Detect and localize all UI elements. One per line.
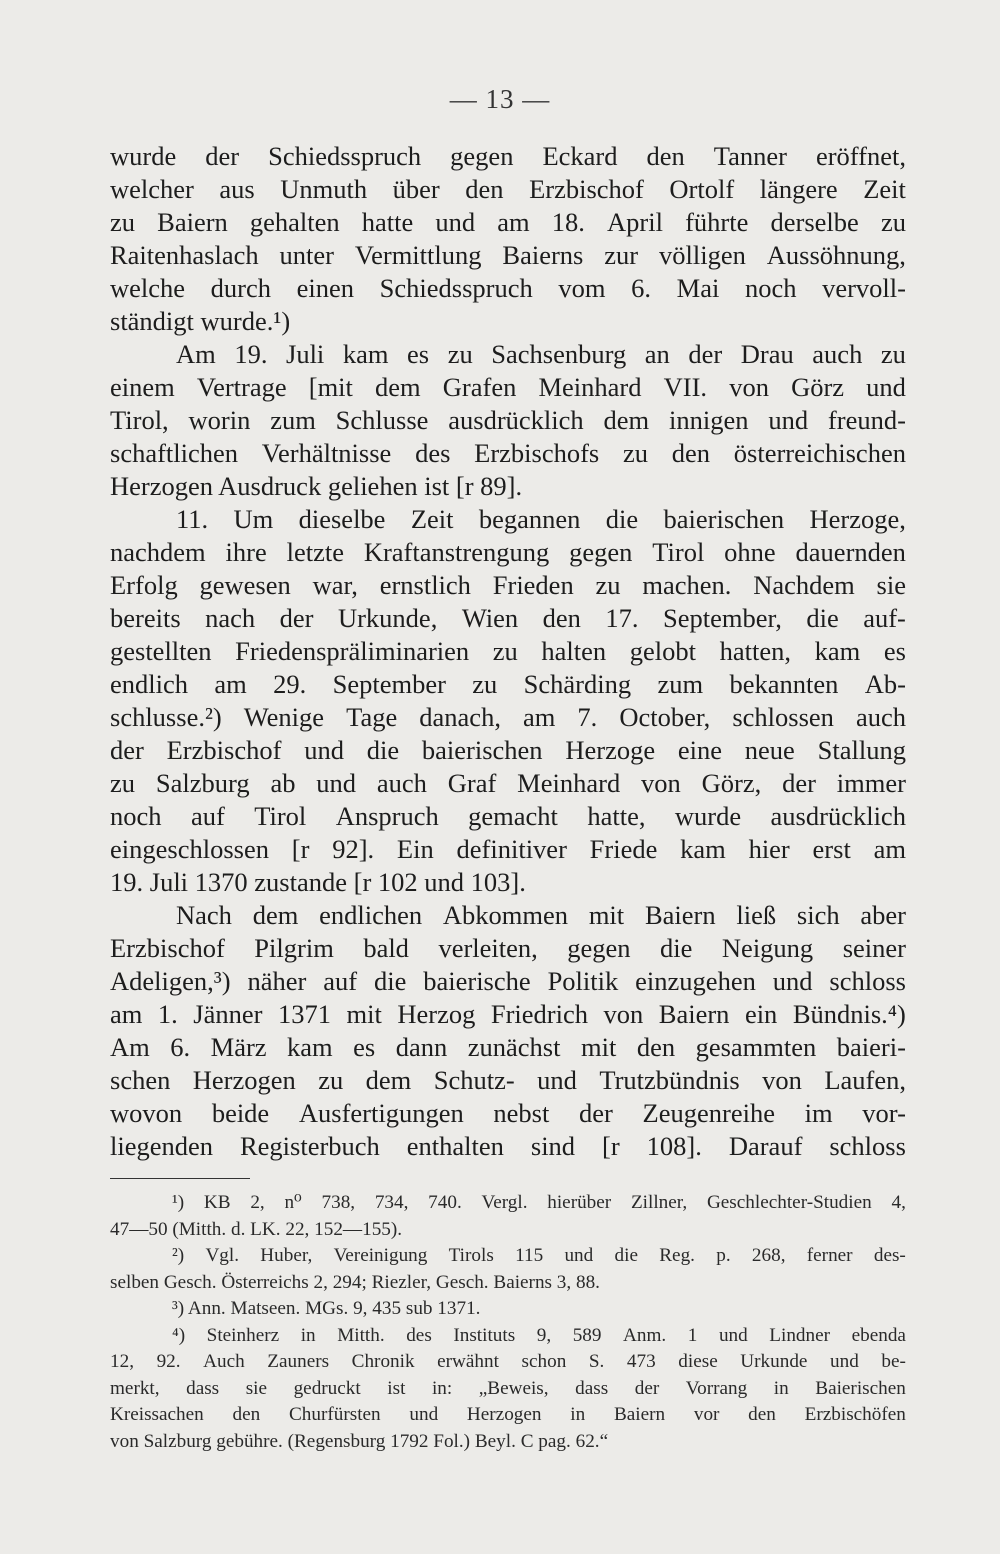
text-line: Raitenhaslach unter Vermittlung Baierns zur völligen Aussöhnung, — [110, 240, 906, 270]
text-line: Erzbischof Pilgrim bald verleiten, gegen die Neigung seiner — [110, 933, 906, 963]
footnote-line: von Salzburg gebühre. (Regensburg 1792 Fol.) Beyl. C pag. 62.“ — [110, 1430, 609, 1452]
text-line: eingeschlossen [r 92]. Ein definitiver Friede kam hier erst am — [110, 834, 906, 864]
text-line: schlusse.²) Wenige Tage danach, am 7. October, schlossen auch — [110, 702, 906, 732]
text-line: Am 6. März kam es dann zunächst mit den gesammten baieri- — [110, 1032, 906, 1062]
text-line: ständigt wurde.¹) — [110, 306, 291, 336]
footnote-line: ²) Vgl. Huber, Vereinigung Tirols 115 und die Reg. p. 268, ferner des- — [172, 1245, 906, 1266]
text-line: wurde der Schiedsspruch gegen Eckard den Tanner eröffnet, — [110, 141, 906, 171]
text-line: welche durch einen Schiedsspruch vom 6. Mai noch vervoll- — [110, 273, 906, 303]
text-line: am 1. Jänner 1371 mit Herzog Friedrich von Baiern ein Bündnis.⁴) — [110, 999, 906, 1029]
text-line: schen Herzogen zu dem Schutz- und Trutzbündnis von Laufen, — [110, 1065, 906, 1095]
text-line: der Erzbischof und die baierischen Herzoge eine neue Stallung — [110, 735, 906, 765]
footnote-line: ³) Ann. Matseen. MGs. 9, 435 sub 1371. — [172, 1298, 481, 1319]
text-line: nachdem ihre letzte Kraftanstrengung gegen Tirol ohne dauernden — [110, 537, 906, 567]
footnote-line: Kreissachen den Churfürsten und Herzogen in Baiern vor den Erzbischöfen — [110, 1404, 906, 1425]
footnote-line: 47—50 (Mitth. d. LK. 22, 152—155). — [110, 1218, 403, 1240]
footnotes — [110, 1190, 906, 1455]
text-line: gestellten Friedenspräliminarien zu halten gelobt hatten, kam es — [110, 636, 906, 666]
text-line: bereits nach der Urkunde, Wien den 17. September, die auf- — [110, 603, 906, 633]
footnote-line: ⁴) Steinherz in Mitth. des Instituts 9, 589 Anm. 1 und Lindner ebenda — [172, 1324, 906, 1346]
text-line: wovon beide Ausfertigungen nebst der Zeugenreihe im vor- — [110, 1098, 906, 1128]
main-text — [110, 140, 906, 1163]
text-line: schaftlichen Verhältnisse des Erzbischofs zu den österreichischen — [110, 438, 906, 468]
text-line: Adeligen,³) näher auf die baierische Politik einzugehen und schloss — [110, 966, 906, 996]
text-line: Nach dem endlichen Abkommen mit Baiern ließ sich aber — [176, 900, 906, 930]
text-line: noch auf Tirol Anspruch gemacht hatte, wurde ausdrücklich — [110, 801, 906, 831]
footnote-line: ¹) KB 2, n⁰ 738, 734, 740. Vergl. hierüber Zillner, Geschlechter-Studien 4, — [172, 1192, 906, 1213]
text-line: endlich am 29. September zu Schärding zum bekannten Ab- — [110, 669, 906, 699]
text-line: liegenden Registerbuch enthalten sind [r 108]. Darauf schloss — [110, 1131, 906, 1161]
text-line: Herzogen Ausdruck geliehen ist [r 89]. — [110, 471, 523, 501]
footnote-line: 12, 92. Auch Zauners Chronik erwähnt schon S. 473 diese Urkunde und be- — [110, 1351, 906, 1372]
footnote-line: selben Gesch. Österreichs 2, 294; Riezler, Gesch. Baierns 3, 88. — [110, 1271, 600, 1293]
text-line: zu Baiern gehalten hatte und am 18. April führte derselbe zu — [110, 207, 906, 237]
text-line: 19. Juli 1370 zustande [r 102 und 103]. — [110, 867, 526, 897]
text-line: zu Salzburg ab und auch Graf Meinhard von Görz, der immer — [110, 768, 906, 798]
footnote-line: merkt, dass sie gedruckt ist in: „Beweis, dass der Vorrang in Baierischen — [110, 1377, 906, 1399]
text-line: einem Vertrage [mit dem Grafen Meinhard VII. von Görz und — [110, 372, 906, 402]
text-line: 11. Um dieselbe Zeit begannen die baierischen Herzoge, — [176, 504, 906, 534]
text-line: Erfolg gewesen war, ernstlich Frieden zu machen. Nachdem sie — [110, 570, 906, 600]
footnote-rule — [110, 1178, 250, 1179]
text-line: Tirol, worin zum Schlusse ausdrücklich dem innigen und freund- — [110, 405, 906, 435]
page-number-header: — 13 — — [449, 84, 551, 114]
text-line: welcher aus Unmuth über den Erzbischof Ortolf längere Zeit — [110, 174, 906, 204]
text-line: Am 19. Juli kam es zu Sachsenburg an der Drau auch zu — [176, 339, 906, 369]
